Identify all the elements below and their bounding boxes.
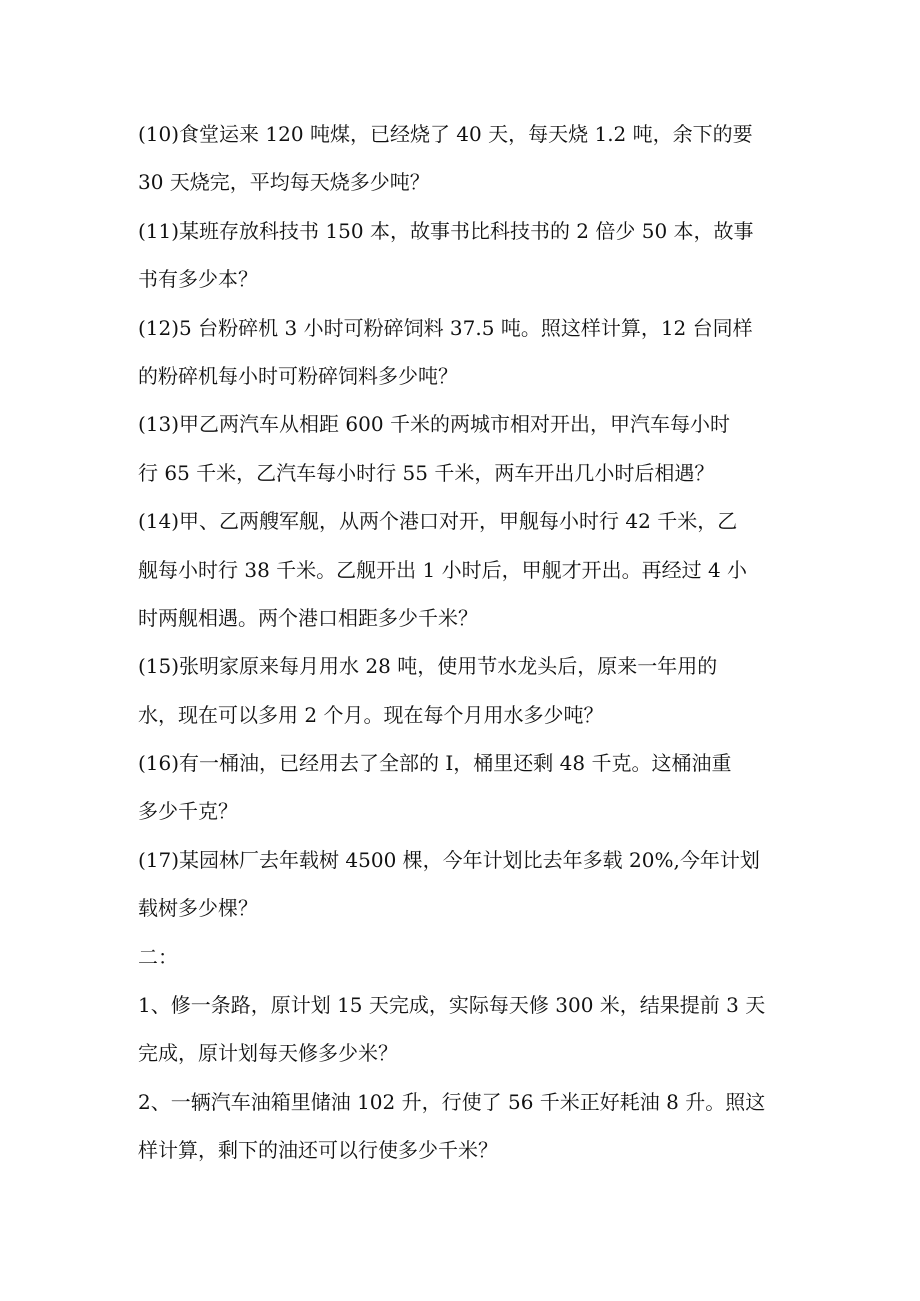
text-line-s2-q1-part1: 1、修一条路，原计划 15 天完成，实际每天修 300 米，结果提前 3 天 xyxy=(138,993,766,1018)
text-line-q14-part1: (14)甲、乙两艘军舰，从两个港口对开，甲舰每小时行 42 千米，乙 xyxy=(138,509,738,534)
text-line-q16-part2: 多少千克？ xyxy=(138,799,238,824)
text-line-q14-part3: 时两舰相遇。两个港口相距多少千米？ xyxy=(138,605,478,630)
text-line-q11-part1: (11)某班存放科技书 150 本，故事书比科技书的 2 倍少 50 本，故事 xyxy=(138,218,754,243)
text-line-q17-part1: (17)某园林厂去年载树 4500 棵，今年计划比去年多载 20%,今年计划 xyxy=(138,847,760,872)
text-line-q12-part2: 的粉碎机每小时可粉碎饲料多少吨？ xyxy=(138,363,458,388)
text-line-s2-q1-part2: 完成，原计划每天修多少米？ xyxy=(138,1041,398,1066)
text-line-q10-part2: 30 天烧完，平均每天烧多少吨？ xyxy=(138,170,430,195)
text-line-q10-part1: (10)食堂运来 120 吨煤，已经烧了 40 天，每天烧 1.2 吨，余下的要 xyxy=(138,122,753,146)
text-line-q15-part1: (15)张明家原来每月用水 28 吨，使用节水龙头后，原来一年用的 xyxy=(138,654,718,679)
problem-text-block xyxy=(138,110,798,1175)
text-line-s2-q2-part1: 2、一辆汽车油箱里储油 102 升，行使了 56 千米正好耗油 8 升。照这 xyxy=(138,1089,766,1114)
text-line-q17-part2: 载树多少棵？ xyxy=(138,896,258,921)
text-line-q12-part1: (12)5 台粉碎机 3 小时可粉碎饲料 37.5 吨。照这样计算，12 台同样 xyxy=(138,315,753,340)
text-line-q14-part2: 舰每小时行 38 千米。乙舰开出 1 小时后，甲舰才开出。再经过 4 小 xyxy=(138,557,748,582)
text-line-q15-part2: 水，现在可以多用 2 个月。现在每个月用水多少吨？ xyxy=(138,702,604,727)
text-line-q16-part1: (16)有一桶油，已经用去了全部的 I，桶里还剩 48 千克。这桶油重 xyxy=(138,751,732,776)
text-line-s2-q2-part2: 样计算，剩下的油还可以行使多少千米？ xyxy=(138,1138,498,1163)
text-line-q13-part2: 行 65 千米，乙汽车每小时行 55 千米，两车开出几小时后相遇？ xyxy=(138,460,715,485)
text-line-q11-part2: 书有多少本？ xyxy=(138,267,258,292)
text-line-q13-part1: (13)甲乙两汽车从相距 600 千米的两城市相对开出，甲汽车每小时 xyxy=(138,412,730,437)
section-heading-two: 二： xyxy=(138,944,178,969)
